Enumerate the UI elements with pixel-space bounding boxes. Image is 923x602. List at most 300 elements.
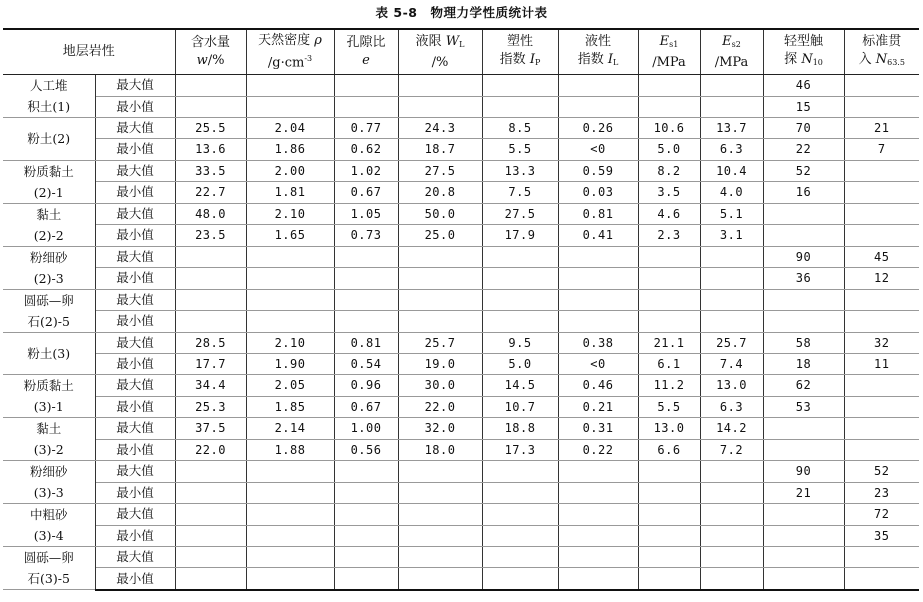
table-row <box>3 311 919 333</box>
value-cell: <0 <box>558 139 638 160</box>
header-unit: /MPa <box>652 54 686 70</box>
header-label: 标准贯 <box>862 33 902 49</box>
value-cell <box>482 289 558 311</box>
table-row <box>3 504 919 526</box>
value-cell <box>638 482 700 504</box>
value-cell: 17.7 <box>175 353 246 374</box>
layer-name-line: 人工堆 <box>29 78 68 93</box>
stat-type-cell: 最小值 <box>95 96 175 118</box>
value-cell: 4.0 <box>700 182 763 204</box>
value-cell <box>558 504 638 526</box>
header-unit: /MPa <box>714 54 749 70</box>
value-cell: 6.6 <box>638 439 700 461</box>
value-cell <box>175 461 246 483</box>
value-cell: 5.0 <box>638 139 700 160</box>
value-cell <box>334 525 398 547</box>
value-cell: 52 <box>763 160 844 182</box>
layer-name-cell <box>3 461 95 504</box>
value-cell: 23 <box>844 482 919 504</box>
header-exponent: -3 <box>304 53 313 63</box>
value-cell <box>844 225 919 247</box>
header-subscript: L <box>459 39 465 49</box>
value-cell <box>558 96 638 118</box>
header-label: 指数 <box>577 51 604 67</box>
stat-type-cell: 最大值 <box>95 75 175 97</box>
table-header <box>3 29 919 75</box>
table-row <box>3 332 919 353</box>
value-cell <box>844 75 919 97</box>
value-cell <box>700 461 763 483</box>
value-cell <box>844 439 919 461</box>
value-cell <box>246 568 334 590</box>
value-cell <box>558 461 638 483</box>
layer-name-line: 积土(1) <box>27 99 71 114</box>
value-cell: 5.1 <box>700 203 763 225</box>
value-cell <box>482 525 558 547</box>
value-cell: <0 <box>558 353 638 374</box>
value-cell: 2.10 <box>246 203 334 225</box>
table-row <box>3 225 919 247</box>
value-cell <box>638 461 700 483</box>
value-cell <box>334 504 398 526</box>
value-cell <box>638 75 700 97</box>
value-cell <box>844 203 919 225</box>
header-subscript: s2 <box>731 39 741 49</box>
layer-name-line: 粉细砂 <box>29 464 68 480</box>
value-cell: 22.0 <box>175 439 246 461</box>
value-cell <box>246 96 334 118</box>
value-cell: 90 <box>763 246 844 268</box>
value-cell: 1.86 <box>246 139 334 160</box>
value-cell: 13.7 <box>700 118 763 139</box>
table-row <box>3 160 919 182</box>
value-cell: 90 <box>763 461 844 483</box>
value-cell: 1.65 <box>246 225 334 247</box>
value-cell: 5.5 <box>482 139 558 160</box>
layer-name-cell <box>3 75 95 118</box>
layer-name-line: 石(3)-5 <box>27 571 70 587</box>
layer-name-cell <box>3 418 95 461</box>
header-label: 入 <box>858 51 872 67</box>
value-cell: 0.26 <box>558 118 638 139</box>
value-cell: 23.5 <box>175 225 246 247</box>
value-cell <box>334 246 398 268</box>
value-cell: 10.7 <box>482 396 558 418</box>
value-cell <box>638 96 700 118</box>
value-cell <box>844 311 919 333</box>
value-cell: 0.54 <box>334 353 398 374</box>
header-label: 天然密度 <box>258 32 311 48</box>
stat-type-cell: 最大值 <box>95 547 175 568</box>
value-cell <box>334 268 398 290</box>
layer-name-line: 圆砾—卵 <box>23 292 74 308</box>
header-unit: /% <box>431 54 449 70</box>
value-cell: 58 <box>763 332 844 353</box>
value-cell: 1.02 <box>334 160 398 182</box>
layer-name-line: (3)-1 <box>33 399 64 415</box>
value-cell <box>638 504 700 526</box>
table-row <box>3 568 919 590</box>
value-cell <box>175 75 246 97</box>
stat-type-cell: 最小值 <box>95 353 175 374</box>
value-cell <box>398 75 482 97</box>
value-cell: 17.3 <box>482 439 558 461</box>
value-cell: 0.38 <box>558 332 638 353</box>
table-row <box>3 96 919 118</box>
value-cell <box>482 96 558 118</box>
value-cell: 16 <box>763 182 844 204</box>
value-cell <box>334 311 398 333</box>
table-row <box>3 418 919 440</box>
header-subscript: s1 <box>669 39 679 49</box>
value-cell <box>246 289 334 311</box>
value-cell: 3.5 <box>638 182 700 204</box>
value-cell: 21 <box>763 482 844 504</box>
value-cell <box>700 268 763 290</box>
stat-type-cell: 最小值 <box>95 311 175 333</box>
value-cell: 0.67 <box>334 396 398 418</box>
value-cell <box>763 225 844 247</box>
value-cell: 5.5 <box>638 396 700 418</box>
value-cell: 2.10 <box>246 332 334 353</box>
table-row <box>3 439 919 461</box>
stat-type-cell: 最小值 <box>95 482 175 504</box>
stat-type-cell: 最小值 <box>95 182 175 204</box>
header-symbol: ρ <box>314 32 322 48</box>
header-symbol: E <box>659 33 670 49</box>
value-cell <box>763 203 844 225</box>
value-cell: 4.6 <box>638 203 700 225</box>
layer-name-cell <box>3 118 95 161</box>
header-symbol: E <box>722 33 732 49</box>
value-cell: 0.46 <box>558 375 638 397</box>
value-cell <box>175 268 246 290</box>
header-label: 液性 <box>585 33 612 49</box>
value-cell <box>246 482 334 504</box>
value-cell <box>763 418 844 440</box>
value-cell: 1.05 <box>334 203 398 225</box>
value-cell <box>398 96 482 118</box>
header-standard-penetration <box>844 29 919 75</box>
value-cell: 11.2 <box>638 375 700 397</box>
value-cell <box>398 246 482 268</box>
value-cell: 7.4 <box>700 353 763 374</box>
layer-name-cell <box>3 332 95 375</box>
layer-name-line: (3)-3 <box>33 485 64 501</box>
value-cell: 0.03 <box>558 182 638 204</box>
value-cell <box>334 96 398 118</box>
value-cell: 2.00 <box>246 160 334 182</box>
value-cell: 18.7 <box>398 139 482 160</box>
stat-type-cell: 最大值 <box>95 418 175 440</box>
table-row <box>3 461 919 483</box>
value-cell <box>482 461 558 483</box>
layer-name-line: (3)-4 <box>33 528 64 544</box>
header-label: 探 <box>784 51 798 67</box>
header-subscript: 10 <box>812 57 823 67</box>
stat-type-cell: 最小值 <box>95 439 175 461</box>
value-cell <box>334 289 398 311</box>
header-symbol: w <box>196 53 208 68</box>
value-cell: 0.96 <box>334 375 398 397</box>
value-cell: 2.05 <box>246 375 334 397</box>
table-row <box>3 353 919 374</box>
table-row <box>3 375 919 397</box>
layer-name-line: 黏土 <box>36 206 62 222</box>
value-cell <box>638 268 700 290</box>
header-liquid-limit <box>398 29 482 75</box>
stat-type-cell: 最大值 <box>95 375 175 397</box>
value-cell <box>700 504 763 526</box>
header-label: 塑性 <box>507 33 534 49</box>
stat-type-cell: 最小值 <box>95 568 175 590</box>
value-cell: 15 <box>763 96 844 118</box>
header-label: 液限 <box>415 33 442 49</box>
table-row <box>3 182 919 204</box>
value-cell <box>844 289 919 311</box>
value-cell <box>175 568 246 590</box>
header-subscript: P <box>534 57 541 67</box>
value-cell: 33.5 <box>175 160 246 182</box>
value-cell: 2.3 <box>638 225 700 247</box>
header-symbol: I <box>607 51 613 67</box>
value-cell: 24.3 <box>398 118 482 139</box>
value-cell <box>638 547 700 568</box>
value-cell: 0.21 <box>558 396 638 418</box>
value-cell <box>175 311 246 333</box>
table-row <box>3 396 919 418</box>
table-row <box>3 118 919 139</box>
value-cell: 10.6 <box>638 118 700 139</box>
value-cell: 17.9 <box>482 225 558 247</box>
stat-type-cell: 最大值 <box>95 203 175 225</box>
value-cell: 7 <box>844 139 919 160</box>
stat-type-cell: 最大值 <box>95 118 175 139</box>
value-cell: 18.8 <box>482 418 558 440</box>
header-subscript: 63.5 <box>887 57 905 67</box>
value-cell: 53 <box>763 396 844 418</box>
stat-type-cell: 最大值 <box>95 246 175 268</box>
value-cell: 25.5 <box>175 118 246 139</box>
value-cell <box>700 75 763 97</box>
value-cell: 52 <box>844 461 919 483</box>
value-cell: 13.3 <box>482 160 558 182</box>
value-cell: 22 <box>763 139 844 160</box>
value-cell <box>763 439 844 461</box>
value-cell: 48.0 <box>175 203 246 225</box>
value-cell: 0.56 <box>334 439 398 461</box>
header-liquidity-index <box>558 29 638 75</box>
value-cell: 1.00 <box>334 418 398 440</box>
header-water-content <box>175 29 246 75</box>
value-cell <box>246 246 334 268</box>
value-cell <box>844 418 919 440</box>
value-cell <box>558 547 638 568</box>
value-cell <box>482 268 558 290</box>
layer-name-cell <box>3 504 95 547</box>
value-cell <box>763 525 844 547</box>
value-cell <box>558 525 638 547</box>
layer-name-cell <box>3 246 95 289</box>
value-cell: 0.62 <box>334 139 398 160</box>
value-cell <box>558 268 638 290</box>
value-cell: 13.6 <box>175 139 246 160</box>
value-cell <box>700 311 763 333</box>
value-cell: 11 <box>844 353 919 374</box>
value-cell <box>334 461 398 483</box>
value-cell: 13.0 <box>638 418 700 440</box>
value-cell: 30.0 <box>398 375 482 397</box>
table-row <box>3 75 919 97</box>
value-cell: 18.0 <box>398 439 482 461</box>
value-cell <box>700 482 763 504</box>
value-cell: 20.8 <box>398 182 482 204</box>
value-cell <box>558 311 638 333</box>
table-row <box>3 289 919 311</box>
header-label: 含水量 <box>191 35 231 50</box>
value-cell: 25.0 <box>398 225 482 247</box>
table-row <box>3 268 919 290</box>
value-cell: 72 <box>844 504 919 526</box>
header-symbol: N <box>801 51 813 67</box>
value-cell <box>246 75 334 97</box>
value-cell: 8.2 <box>638 160 700 182</box>
value-cell <box>844 375 919 397</box>
header-label: 孔隙比 <box>346 35 386 50</box>
value-cell: 0.77 <box>334 118 398 139</box>
stat-type-cell: 最小值 <box>95 139 175 160</box>
value-cell: 7.2 <box>700 439 763 461</box>
value-cell <box>175 547 246 568</box>
value-cell: 9.5 <box>482 332 558 353</box>
value-cell <box>638 311 700 333</box>
table-row <box>3 547 919 568</box>
stat-type-cell: 最小值 <box>95 268 175 290</box>
value-cell: 0.73 <box>334 225 398 247</box>
value-cell: 1.88 <box>246 439 334 461</box>
value-cell <box>334 75 398 97</box>
value-cell: 21.1 <box>638 332 700 353</box>
header-symbol: W <box>445 33 460 49</box>
value-cell <box>482 75 558 97</box>
value-cell: 25.7 <box>398 332 482 353</box>
layer-name-cell <box>3 289 95 332</box>
value-cell <box>246 525 334 547</box>
value-cell <box>700 246 763 268</box>
value-cell: 13.0 <box>700 375 763 397</box>
value-cell: 21 <box>844 118 919 139</box>
value-cell: 0.41 <box>558 225 638 247</box>
header-light-penetration <box>763 29 844 75</box>
layer-name-line: 粉细砂 <box>29 249 68 265</box>
value-cell <box>558 482 638 504</box>
value-cell <box>482 311 558 333</box>
value-cell: 0.67 <box>334 182 398 204</box>
value-cell: 1.85 <box>246 396 334 418</box>
value-cell: 6.3 <box>700 139 763 160</box>
stat-type-cell: 最小值 <box>95 396 175 418</box>
physical-mechanical-properties-table <box>3 28 919 591</box>
value-cell <box>844 547 919 568</box>
header-label: 轻型触 <box>784 33 824 49</box>
value-cell <box>700 96 763 118</box>
value-cell: 35 <box>844 525 919 547</box>
value-cell <box>175 246 246 268</box>
stat-type-cell: 最大值 <box>95 461 175 483</box>
value-cell <box>175 96 246 118</box>
value-cell <box>246 461 334 483</box>
stat-type-cell: 最小值 <box>95 525 175 547</box>
header-unit: /g·cm <box>267 55 305 71</box>
value-cell: 0.31 <box>558 418 638 440</box>
value-cell <box>246 504 334 526</box>
value-cell <box>398 268 482 290</box>
table-body <box>3 75 919 590</box>
layer-name-line: 中粗砂 <box>29 507 68 523</box>
value-cell <box>558 289 638 311</box>
value-cell <box>246 311 334 333</box>
layer-name-line: 粉土(2) <box>27 131 71 147</box>
value-cell: 7.5 <box>482 182 558 204</box>
layer-name-cell <box>3 547 95 590</box>
layer-name-line: 圆砾—卵 <box>23 550 74 566</box>
value-cell <box>844 182 919 204</box>
value-cell: 12 <box>844 268 919 290</box>
value-cell <box>398 311 482 333</box>
table-row <box>3 246 919 268</box>
header-density <box>246 29 334 75</box>
value-cell: 0.81 <box>558 203 638 225</box>
header-symbol: N <box>875 51 888 67</box>
value-cell <box>398 568 482 590</box>
layer-name-cell <box>3 375 95 418</box>
table-caption: 表 5-8 物理力学性质统计表 <box>375 5 548 20</box>
value-cell: 2.04 <box>246 118 334 139</box>
value-cell <box>558 246 638 268</box>
header-unit: /% <box>207 53 225 68</box>
value-cell: 32.0 <box>398 418 482 440</box>
value-cell: 5.0 <box>482 353 558 374</box>
value-cell <box>398 461 482 483</box>
layer-name-line: 粉质黏土 <box>23 378 74 394</box>
value-cell: 46 <box>763 75 844 97</box>
value-cell <box>700 547 763 568</box>
table-row <box>3 203 919 225</box>
stat-type-cell: 最大值 <box>95 504 175 526</box>
value-cell: 62 <box>763 375 844 397</box>
value-cell <box>398 547 482 568</box>
value-cell: 28.5 <box>175 332 246 353</box>
value-cell: 25.7 <box>700 332 763 353</box>
value-cell: 37.5 <box>175 418 246 440</box>
value-cell <box>398 504 482 526</box>
value-cell <box>334 547 398 568</box>
value-cell <box>175 482 246 504</box>
value-cell <box>558 75 638 97</box>
layer-name-cell <box>3 160 95 203</box>
value-cell: 0.59 <box>558 160 638 182</box>
value-cell <box>334 568 398 590</box>
value-cell <box>844 160 919 182</box>
value-cell <box>482 482 558 504</box>
value-cell <box>763 504 844 526</box>
value-cell: 18 <box>763 353 844 374</box>
value-cell: 19.0 <box>398 353 482 374</box>
value-cell <box>482 568 558 590</box>
header-plasticity-index <box>482 29 558 75</box>
header-symbol: I <box>529 51 535 67</box>
value-cell: 10.4 <box>700 160 763 182</box>
